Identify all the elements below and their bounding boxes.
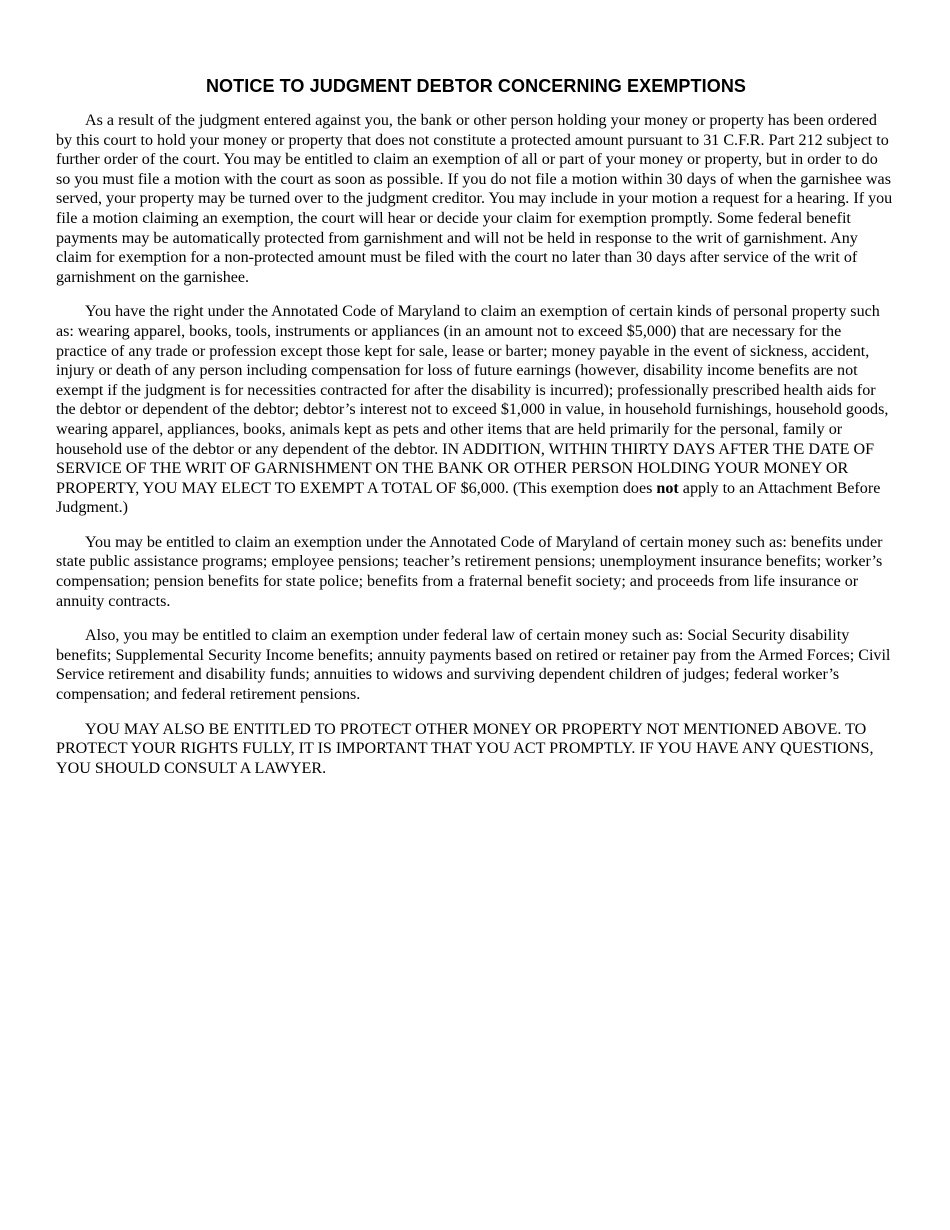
paragraph-maryland-money: You may be entitled to claim an exemption under the Annotated Code of Maryland of certain money such as: benefits under state public assistance programs; employee pensions; teacher’s retirement pensions; unemployment insurance benefits; worker’s compensation; pension benefits for state police; benefits from a fraternal benefit society; and proceeds from life insurance or annuity contracts.	[56, 533, 883, 610]
paragraph-garnishment-order: As a result of the judgment entered against you, the bank or other person holding your money or property has been ordered by this court to hold your money or property that does not constitute a protected amount pursuant to 31 C.F.R. Part 212 subject to further order of the court. You may be entitled to claim an exemption of all or part of your money or property, but in order to do so you must file a motion with the court as soon as possible. If you do not file a motion within 30 days of when the garnishee was served, your property may be turned over to the judgment creditor. You may include in your motion a request for a hearing. If you file a motion claiming an exemption, the court will hear or decide your claim for exemption promptly. Some federal benefit payments may be automatically protected from garnishment and will not be held in response to the writ of garnishment. Any claim for exemption for a non-protected amount must be filed with the court no later than 30 days after service of the writ of garnishment on the garnishee.	[56, 112, 893, 286]
notice-title: NOTICE TO JUDGMENT DEBTOR CONCERNING EXEMPTIONS	[205, 76, 747, 96]
paragraph-consult-lawyer: YOU MAY ALSO BE ENTITLED TO PROTECT OTHER MONEY OR PROPERTY NOT MENTIONED ABOVE. TO PROTECT YOUR RIGHTS FULLY, IT IS IMPORTANT THAT YOU ACT PROMPTLY. IF YOU HAVE ANY QUESTIONS, YOU SHOULD CONSULT A LAWYER.	[56, 720, 874, 777]
paragraph-text-before-bold: You have the right under the Annotated Code of Maryland to claim an exemption of certain kinds of personal property such as: wearing apparel, books, tools, instruments or appliances (in an amount not to exceed $5,000) that are necessary for the practice of any trade or profession except those kept for sale, lease or barter; money payable in the event of sickness, accident, injury or death of any person including compensation for loss of future earnings (however, disability income benefits are not exempt if the judgment is for necessities contracted for after the disability is incurred); professionally prescribed health aids for the debtor or dependent of the debtor; debtor’s interest not to exceed $1,000 in value, in household furnishings, household goods, wearing apparel, appliances, books, animals kept as pets and other items that are held primarily for the personal, family or household use of the debtor or any dependent of the debtor. IN ADDITION, WITHIN THIRTY DAYS AFTER THE DATE OF SERVICE OF THE WRIT OF GARNISHMENT ON THE BANK OR OTHER PERSON HOLDING YOUR MONEY OR PROPERTY, YOU MAY ELECT TO EXEMPT A TOTAL OF $6,000. (This exemption does	[56, 303, 889, 497]
paragraph-maryland-personal-property	[56, 302, 896, 518]
paragraph-federal-money: Also, you may be entitled to claim an exemption under federal law of certain money such as: Social Security disability benefits; Supplemental Security Income benefits; annuity payments based on retired or retainer pay from the Armed Forces; Civil Service retirement and disability funds; annuities to widows and surviving dependent children of judges; federal worker’s compensation; and federal retirement pensions.	[56, 627, 891, 704]
paragraph-text-after-bold: apply to an Attachment Before Judgment.)	[56, 479, 881, 517]
paragraph-bold-word: not	[656, 479, 679, 497]
notice-body	[56, 76, 896, 793]
